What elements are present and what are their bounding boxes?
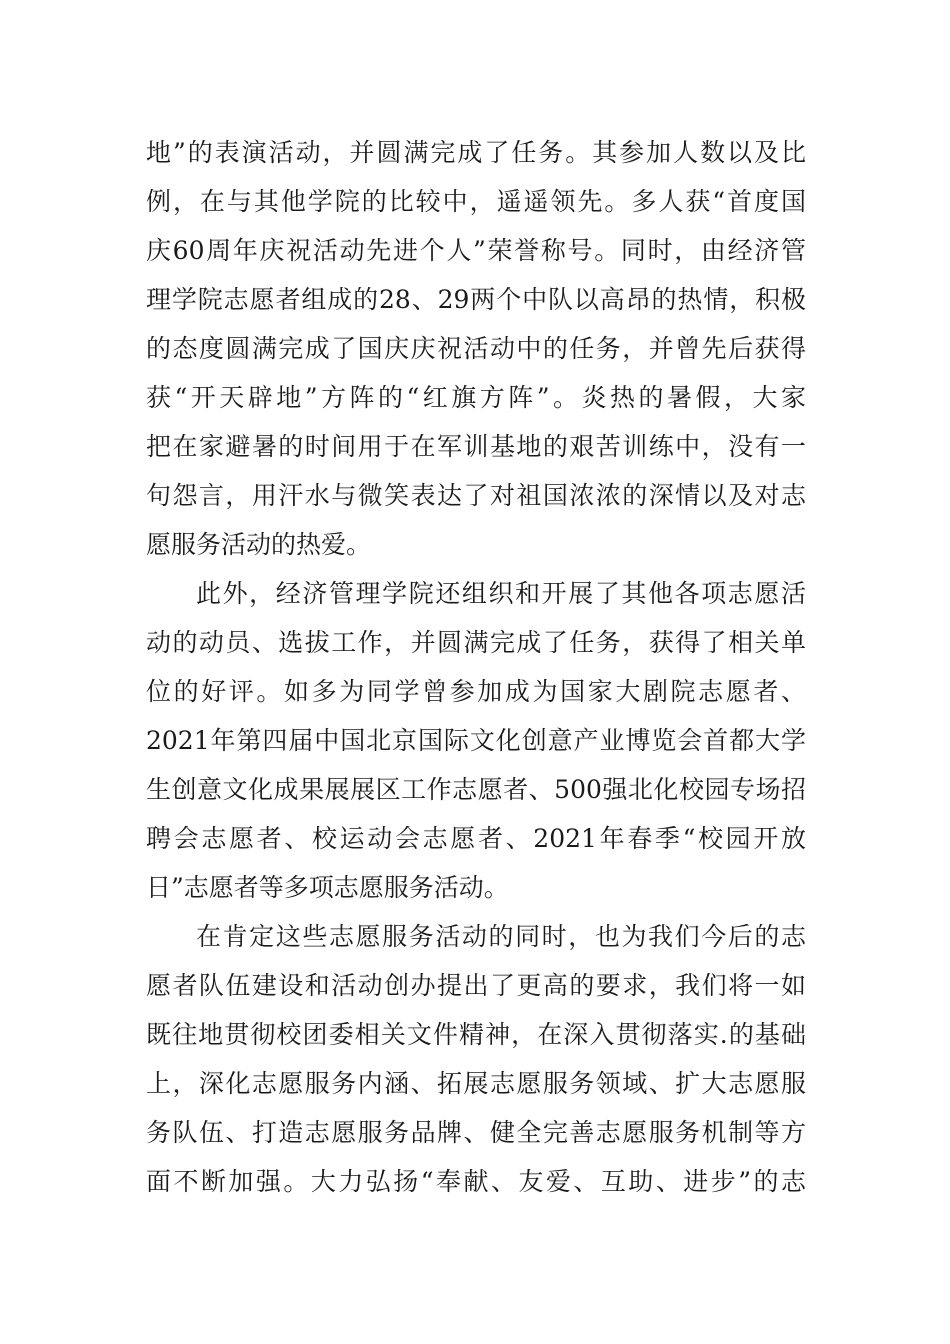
text-line: 例，在与其他学院的比较中，遥遥领先。多人获“首度国 [146,187,806,216]
text-line: 地”的表演活动，并圆满完成了任务。其参加人数以及比 [146,138,806,167]
text-line: 的态度圆满完成了国庆庆祝活动中的任务，并曾先后获得 [146,334,806,363]
text-line: 动的动员、选拔工作，并圆满完成了任务，获得了相关单 [146,628,806,657]
text-line: 获“开天辟地”方阵的“红旗方阵”。炎热的暑假，大家 [146,383,806,412]
text-line: 聘会志愿者、校运动会志愿者、2021年春季“校园开放 [146,824,806,853]
body-text [146,128,806,1206]
text-line: 在肯定这些志愿服务活动的同时，也为我们今后的志 [196,922,806,951]
paragraph-3 [146,912,806,1206]
text-line: 把在家避暑的时间用于在军训基地的艰苦训练中，没有一 [146,432,806,461]
text-line: 此外，经济管理学院还组织和开展了其他各项志愿活 [196,579,806,608]
text-line: 上，深化志愿服务内涵、拓展志愿服务领域、扩大志愿服 [146,1069,806,1098]
text-line: 句怨言，用汗水与微笑表达了对祖国浓浓的深情以及对志 [146,481,806,510]
paragraph-1 [146,128,806,569]
text-line: 愿者队伍建设和活动创办提出了更高的要求，我们将一如 [146,971,806,1000]
text-line: 愿服务活动的热爱。 [146,530,372,559]
text-line: 位的好评。如多为同学曾参加成为国家大剧院志愿者、 [146,677,806,706]
text-line: 庆60周年庆祝活动先进个人”荣誉称号。同时，由经济管 [146,236,806,265]
paragraph-2 [146,569,806,912]
text-line: 既往地贯彻校团委相关文件精神，在深入贯彻落实.的基础 [146,1020,806,1049]
text-line: 面不断加强。大力弘扬“奉献、友爱、互助、进步”的志 [146,1167,806,1196]
text-line: 务队伍、打造志愿服务品牌、健全完善志愿服务机制等方 [146,1118,806,1147]
text-line: 理学院志愿者组成的28、29两个中队以高昂的热情，积极 [146,285,806,314]
text-line: 生创意文化成果展展区工作志愿者、500强北化校园专场招 [146,775,806,804]
text-line: 2021年第四届中国北京国际文化创意产业博览会首都大学 [146,726,806,755]
text-line: 日”志愿者等多项志愿服务活动。 [146,873,509,902]
